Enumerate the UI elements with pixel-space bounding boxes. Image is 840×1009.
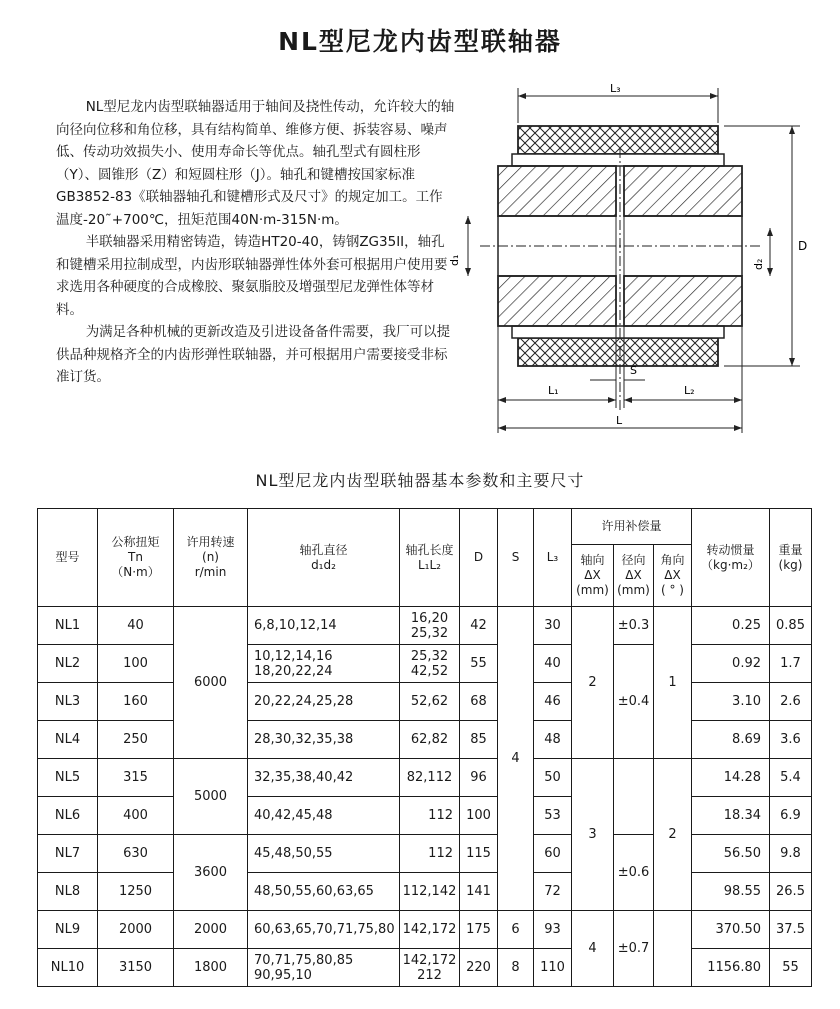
header-axial: [572, 545, 614, 607]
table-row: [38, 797, 812, 835]
table-cell: 2000: [98, 911, 174, 949]
axial-cell: 4: [572, 911, 614, 987]
header-line: r/min: [194, 565, 227, 579]
table-cell: 68: [460, 683, 498, 721]
table-cell: 40,42,45,48: [248, 797, 400, 835]
table-cell: 52,62: [400, 683, 460, 721]
table-cell: 9.8: [770, 835, 812, 873]
table-cell: 98.55: [692, 873, 770, 911]
intro-paragraph-2: 半联轴器采用精密铸造，铸造HT20-40，铸钢ZG35II，轴孔和键槽采用拉制成型，内齿形联轴器弹性体外套可根据用户使用要求选用各种硬度的合成橡胶、聚氨脂胶及增强型尼龙弹性体等材料。: [56, 234, 448, 318]
header-line: 公称扭矩: [111, 535, 160, 549]
table-cell: 0.25: [692, 607, 770, 645]
header-line: 轴孔长度: [405, 542, 454, 557]
radial-cell: ±0.4: [614, 645, 654, 759]
label-l3: L₃: [610, 82, 621, 95]
label-d1: d₁: [448, 254, 461, 266]
table-cell: 100: [98, 645, 174, 683]
s-cell: 4: [498, 607, 534, 911]
header-line: 重量: [778, 542, 803, 557]
table-cell: 16,20 25,32: [400, 607, 460, 645]
label-d2: d₂: [752, 258, 765, 270]
table-cell: 53: [534, 797, 572, 835]
table-cell: 28,30,32,35,38: [248, 721, 400, 759]
table-cell: NL1: [38, 607, 98, 645]
table-cell: 0.92: [692, 645, 770, 683]
table-cell: 6.9: [770, 797, 812, 835]
table-cell: 1250: [98, 873, 174, 911]
table-cell: 400: [98, 797, 174, 835]
table-cell: 42: [460, 607, 498, 645]
table-cell: 18.34: [692, 797, 770, 835]
table-cell: 3.10: [692, 683, 770, 721]
label-l2: L₂: [684, 384, 695, 397]
header-line: d₁d₂: [311, 557, 336, 572]
header-line: ΔX: [584, 568, 601, 582]
header-line: (kg): [778, 557, 803, 572]
header-speed: [174, 509, 248, 607]
table-row: [38, 835, 812, 873]
table-cell: 26.5: [770, 873, 812, 911]
header-bore-length: [400, 509, 460, 607]
header-l3: L₃: [534, 509, 572, 607]
table-cell: NL8: [38, 873, 98, 911]
table-cell: 45,48,50,55: [248, 835, 400, 873]
table-cell: 60: [534, 835, 572, 873]
table-row: [38, 911, 812, 949]
table-row: [38, 759, 812, 797]
table-cell: 220: [460, 949, 498, 987]
table-cell: 1.7: [770, 645, 812, 683]
table-cell: NL6: [38, 797, 98, 835]
table-title: NL型尼龙内齿型联轴器基本参数和主要尺寸: [255, 471, 585, 490]
table-cell: 96: [460, 759, 498, 797]
header-angular: [654, 545, 692, 607]
table-cell: NL9: [38, 911, 98, 949]
table-cell: 56.50: [692, 835, 770, 873]
table-cell: 93: [534, 911, 572, 949]
header-line: 角向: [660, 553, 685, 567]
table-cell: NL2: [38, 645, 98, 683]
table-cell: 112: [400, 797, 460, 835]
table-row: [38, 607, 812, 645]
table-cell: 62,82: [400, 721, 460, 759]
header-radial: [614, 545, 654, 607]
header-line: (n): [202, 550, 219, 564]
speed-cell: 3600: [174, 835, 248, 911]
angular-cell: 1: [654, 607, 692, 759]
radial-cell: ±0.7: [614, 911, 654, 987]
header-line: ( ° ): [661, 583, 684, 597]
table-cell: 142,172: [400, 911, 460, 949]
table-cell: 100: [460, 797, 498, 835]
table-cell: 55: [770, 949, 812, 987]
header-inertia: [692, 509, 770, 607]
intro-text: [56, 96, 456, 389]
table-cell: 3150: [98, 949, 174, 987]
table-cell: 5.4: [770, 759, 812, 797]
table-cell: 50: [534, 759, 572, 797]
table-cell: 115: [460, 835, 498, 873]
spec-table: [37, 508, 812, 987]
header-weight: [770, 509, 812, 607]
axial-cell: 2: [572, 607, 614, 759]
table-row: [38, 645, 812, 683]
table-cell: 630: [98, 835, 174, 873]
radial-cell: ±0.6: [614, 835, 654, 911]
page-title: NL型尼龙内齿型联轴器: [278, 27, 562, 56]
table-cell: 2.6: [770, 683, 812, 721]
header-line: （kg·m₂）: [701, 557, 760, 572]
table-cell: 10,12,14,16 18,20,22,24: [248, 645, 400, 683]
speed-cell: 2000: [174, 911, 248, 949]
speed-cell: 1800: [174, 949, 248, 987]
table-cell: 70,71,75,80,85 90,95,10: [248, 949, 400, 987]
table-cell: 14.28: [692, 759, 770, 797]
table-cell: 112,142: [400, 873, 460, 911]
intro-paragraph-3: 为满足各种机械的更新改造及引进设备备件需要，我厂可以提供品种规格齐全的内齿形弹性联轴器，并可根据用户需要接受非标准订货。: [56, 324, 451, 385]
table-cell: 46: [534, 683, 572, 721]
header-line: (mm): [617, 583, 650, 597]
header-line: 轴向: [580, 553, 605, 567]
angular-cell: [654, 911, 692, 987]
header-line: ΔX: [625, 568, 642, 582]
table-cell: 85: [460, 721, 498, 759]
header-line: 径向: [621, 553, 646, 567]
axial-cell: 3: [572, 759, 614, 911]
coupling-drawing: [440, 78, 830, 443]
table-cell: 250: [98, 721, 174, 759]
header-d: D: [460, 509, 498, 607]
header-torque: [98, 509, 174, 607]
angular-cell: 2: [654, 759, 692, 911]
table-cell: 82,112: [400, 759, 460, 797]
s-cell: 6: [498, 911, 534, 949]
table-cell: 55: [460, 645, 498, 683]
table-row: [38, 949, 812, 987]
header-line: 转动惯量: [706, 542, 755, 557]
table-cell: 40: [98, 607, 174, 645]
table-cell: NL7: [38, 835, 98, 873]
header-s: S: [498, 509, 534, 607]
header-model: 型号: [38, 509, 98, 607]
table-cell: NL10: [38, 949, 98, 987]
header-bore-diameter: [248, 509, 400, 607]
table-cell: 40: [534, 645, 572, 683]
table-cell: 1156.80: [692, 949, 770, 987]
table-cell: 160: [98, 683, 174, 721]
table-cell: 60,63,65,70,71,75,80: [248, 911, 400, 949]
header-line: L₁L₂: [418, 557, 441, 572]
label-big-d: D: [798, 239, 808, 253]
intro-paragraph-1: NL型尼龙内齿型联轴器适用于轴间及挠性传动，允许较大的轴向径向位移和角位移，具有结构简单、维修方便、拆装容易、噪声低、传动功效损失小、使用寿命长等优点。轴孔型式有圆柱形（Y）、圆锥形（Z）和短圆柱形（J）。轴孔和键槽按国家标准GB3852-83《联轴器轴孔和键槽形式及尺寸》的规定加工。工作温度-20˜+700℃，扭矩范围40N·m-315N·m。: [56, 99, 455, 228]
table-cell: 48,50,55,60,63,65: [248, 873, 400, 911]
label-l1: L₁: [548, 384, 559, 397]
header-line: (mm): [576, 583, 609, 597]
table-cell: NL3: [38, 683, 98, 721]
table-cell: 141: [460, 873, 498, 911]
header-line: 许用转速: [186, 535, 235, 549]
radial-cell: [614, 759, 654, 835]
header-line: ΔX: [664, 568, 681, 582]
table-cell: 32,35,38,40,42: [248, 759, 400, 797]
table-cell: 315: [98, 759, 174, 797]
table-cell: 175: [460, 911, 498, 949]
label-s: S: [630, 364, 637, 377]
table-row: [38, 683, 812, 721]
table-cell: 20,22,24,25,28: [248, 683, 400, 721]
label-l: L: [616, 414, 623, 427]
table-cell: 6,8,10,12,14: [248, 607, 400, 645]
table-cell: 110: [534, 949, 572, 987]
table-cell: 3.6: [770, 721, 812, 759]
speed-cell: 6000: [174, 607, 248, 759]
table-cell: 370.50: [692, 911, 770, 949]
table-cell: 112: [400, 835, 460, 873]
header-line: Tn: [128, 550, 143, 564]
table-row: [38, 873, 812, 911]
header-line: 轴孔直径: [299, 542, 348, 557]
table-cell: 37.5: [770, 911, 812, 949]
speed-cell: 5000: [174, 759, 248, 835]
header-line: （N·m）: [111, 565, 160, 579]
table-cell: NL4: [38, 721, 98, 759]
header-compensation: 许用补偿量: [572, 509, 692, 545]
table-cell: 0.85: [770, 607, 812, 645]
table-cell: 25,32 42,52: [400, 645, 460, 683]
table-cell: 8.69: [692, 721, 770, 759]
table-cell: 142,172 212: [400, 949, 460, 987]
table-cell: 30: [534, 607, 572, 645]
table-cell: NL5: [38, 759, 98, 797]
s-cell: 8: [498, 949, 534, 987]
table-cell: 48: [534, 721, 572, 759]
radial-cell: ±0.3: [614, 607, 654, 645]
table-cell: 72: [534, 873, 572, 911]
table-row: [38, 721, 812, 759]
